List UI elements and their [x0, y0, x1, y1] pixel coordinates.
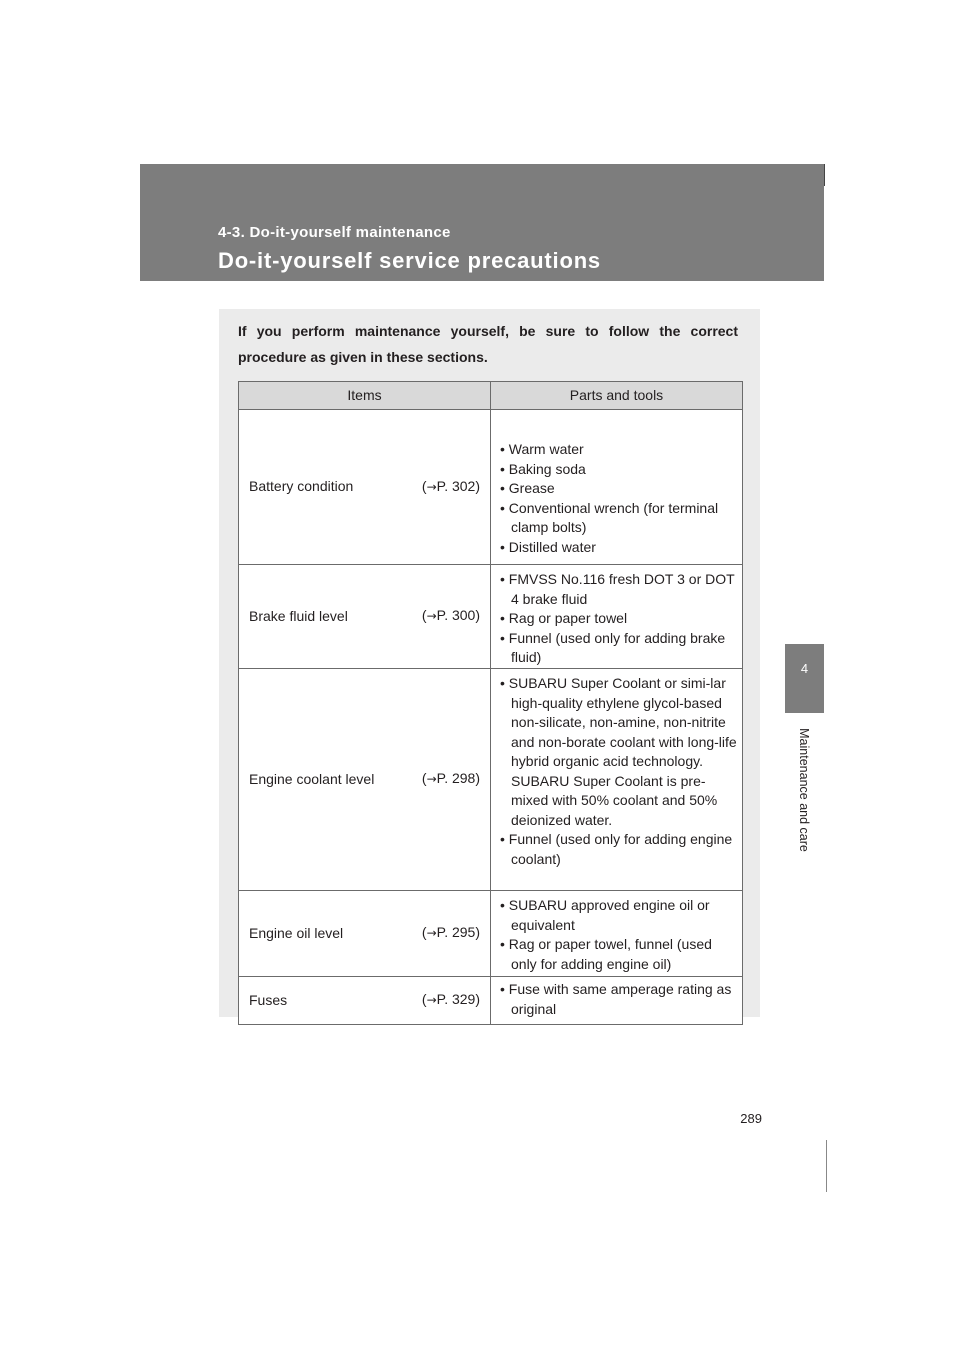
reference-page: P. 302)	[436, 477, 480, 494]
page-reference	[422, 990, 480, 1011]
reference-bracket: (	[421, 477, 427, 494]
list-item: • SUBARU Super Coolant or simi-lar high-quality ethylene glycol-based non-silicate, non-amine, non-nitrite and non-borate coolant with long-life hybrid organic acid technology.	[500, 675, 737, 769]
parts-cell	[491, 565, 743, 669]
item-name: Engine coolant level	[249, 770, 375, 787]
item-name: Engine oil level	[249, 924, 344, 941]
reference-bracket: (	[421, 607, 427, 624]
table-row	[239, 669, 743, 891]
header-corner-mark	[824, 164, 825, 186]
page-reference	[422, 923, 480, 944]
chapter-tab-label: Maintenance and care	[797, 728, 811, 852]
arrow-right-icon: →	[426, 479, 437, 494]
page-title: Do-it-yourself service precautions	[218, 248, 601, 273]
list-item: • SUBARU approved engine oil or equivalent	[500, 897, 710, 933]
item-name: Brake fluid level	[249, 607, 348, 624]
list-item: • Conventional wrench (for terminal clamp bolts)	[500, 499, 719, 535]
parts-list	[500, 980, 739, 1019]
intro-text: If you perform maintenance yourself, be sure to follow the correct procedure as given in these sections.	[238, 323, 738, 365]
reference-bracket: (	[421, 924, 427, 941]
list-item: • Fuse with same amperage rating as original	[500, 981, 732, 1017]
item-cell	[239, 891, 491, 977]
arrow-right-icon: →	[426, 993, 437, 1008]
parts-cell	[491, 891, 743, 977]
list-item: SUBARU Super Coolant is pre-mixed with 50% coolant and 50% deionized water.	[511, 772, 718, 828]
parts-list	[500, 674, 739, 869]
arrow-right-icon: →	[426, 926, 437, 941]
page-edge-rule	[826, 1140, 827, 1192]
arrow-right-icon: →	[426, 609, 437, 624]
list-item: • FMVSS No.116 fresh DOT 3 or DOT 4 brake fluid	[500, 571, 735, 607]
item-cell	[239, 977, 491, 1025]
column-header-items: Items	[239, 382, 491, 410]
table-row	[239, 977, 743, 1025]
arrow-right-icon: →	[426, 772, 437, 787]
list-item: • Rag or paper towel, funnel (used only for adding engine oil)	[500, 936, 712, 972]
item-cell	[239, 410, 491, 565]
item-name: Battery condition	[249, 478, 354, 495]
page-reference	[422, 606, 480, 627]
reference-page: P. 295)	[436, 924, 480, 941]
parts-cell	[491, 977, 743, 1025]
list-item: • Funnel (used only for adding brake fluid)	[500, 629, 726, 665]
table-header-row	[239, 382, 743, 410]
page-number: 289	[740, 1111, 762, 1126]
parts-list	[500, 570, 739, 668]
reference-page: P. 300)	[436, 607, 480, 624]
page-reference	[422, 477, 480, 498]
table-row	[239, 891, 743, 977]
item-cell	[239, 669, 491, 891]
reference-bracket: (	[421, 770, 427, 787]
column-header-parts: Parts and tools	[491, 382, 743, 410]
list-item: • Grease	[500, 480, 555, 496]
chapter-tab	[785, 644, 824, 713]
maintenance-items-table	[238, 381, 743, 1025]
parts-cell	[491, 669, 743, 891]
section-label: 4-3. Do-it-yourself maintenance	[218, 224, 451, 241]
list-item: • Funnel (used only for adding engine coolant)	[500, 831, 733, 867]
list-item: • Warm water	[500, 441, 584, 457]
list-item: • Baking soda	[500, 460, 586, 477]
item-cell	[239, 565, 491, 669]
table-row	[239, 565, 743, 669]
table-row	[239, 410, 743, 565]
reference-page: P. 329)	[436, 991, 480, 1008]
reference-page: P. 298)	[436, 770, 480, 787]
parts-cell	[491, 410, 743, 565]
page-reference	[422, 769, 480, 790]
item-name: Fuses	[249, 991, 288, 1008]
list-item: • Rag or paper towel	[500, 610, 628, 626]
reference-bracket: (	[421, 991, 427, 1008]
chapter-number: 4	[800, 661, 809, 676]
parts-list	[500, 896, 739, 974]
parts-list	[500, 440, 739, 557]
list-item: • Distilled water	[500, 538, 596, 555]
